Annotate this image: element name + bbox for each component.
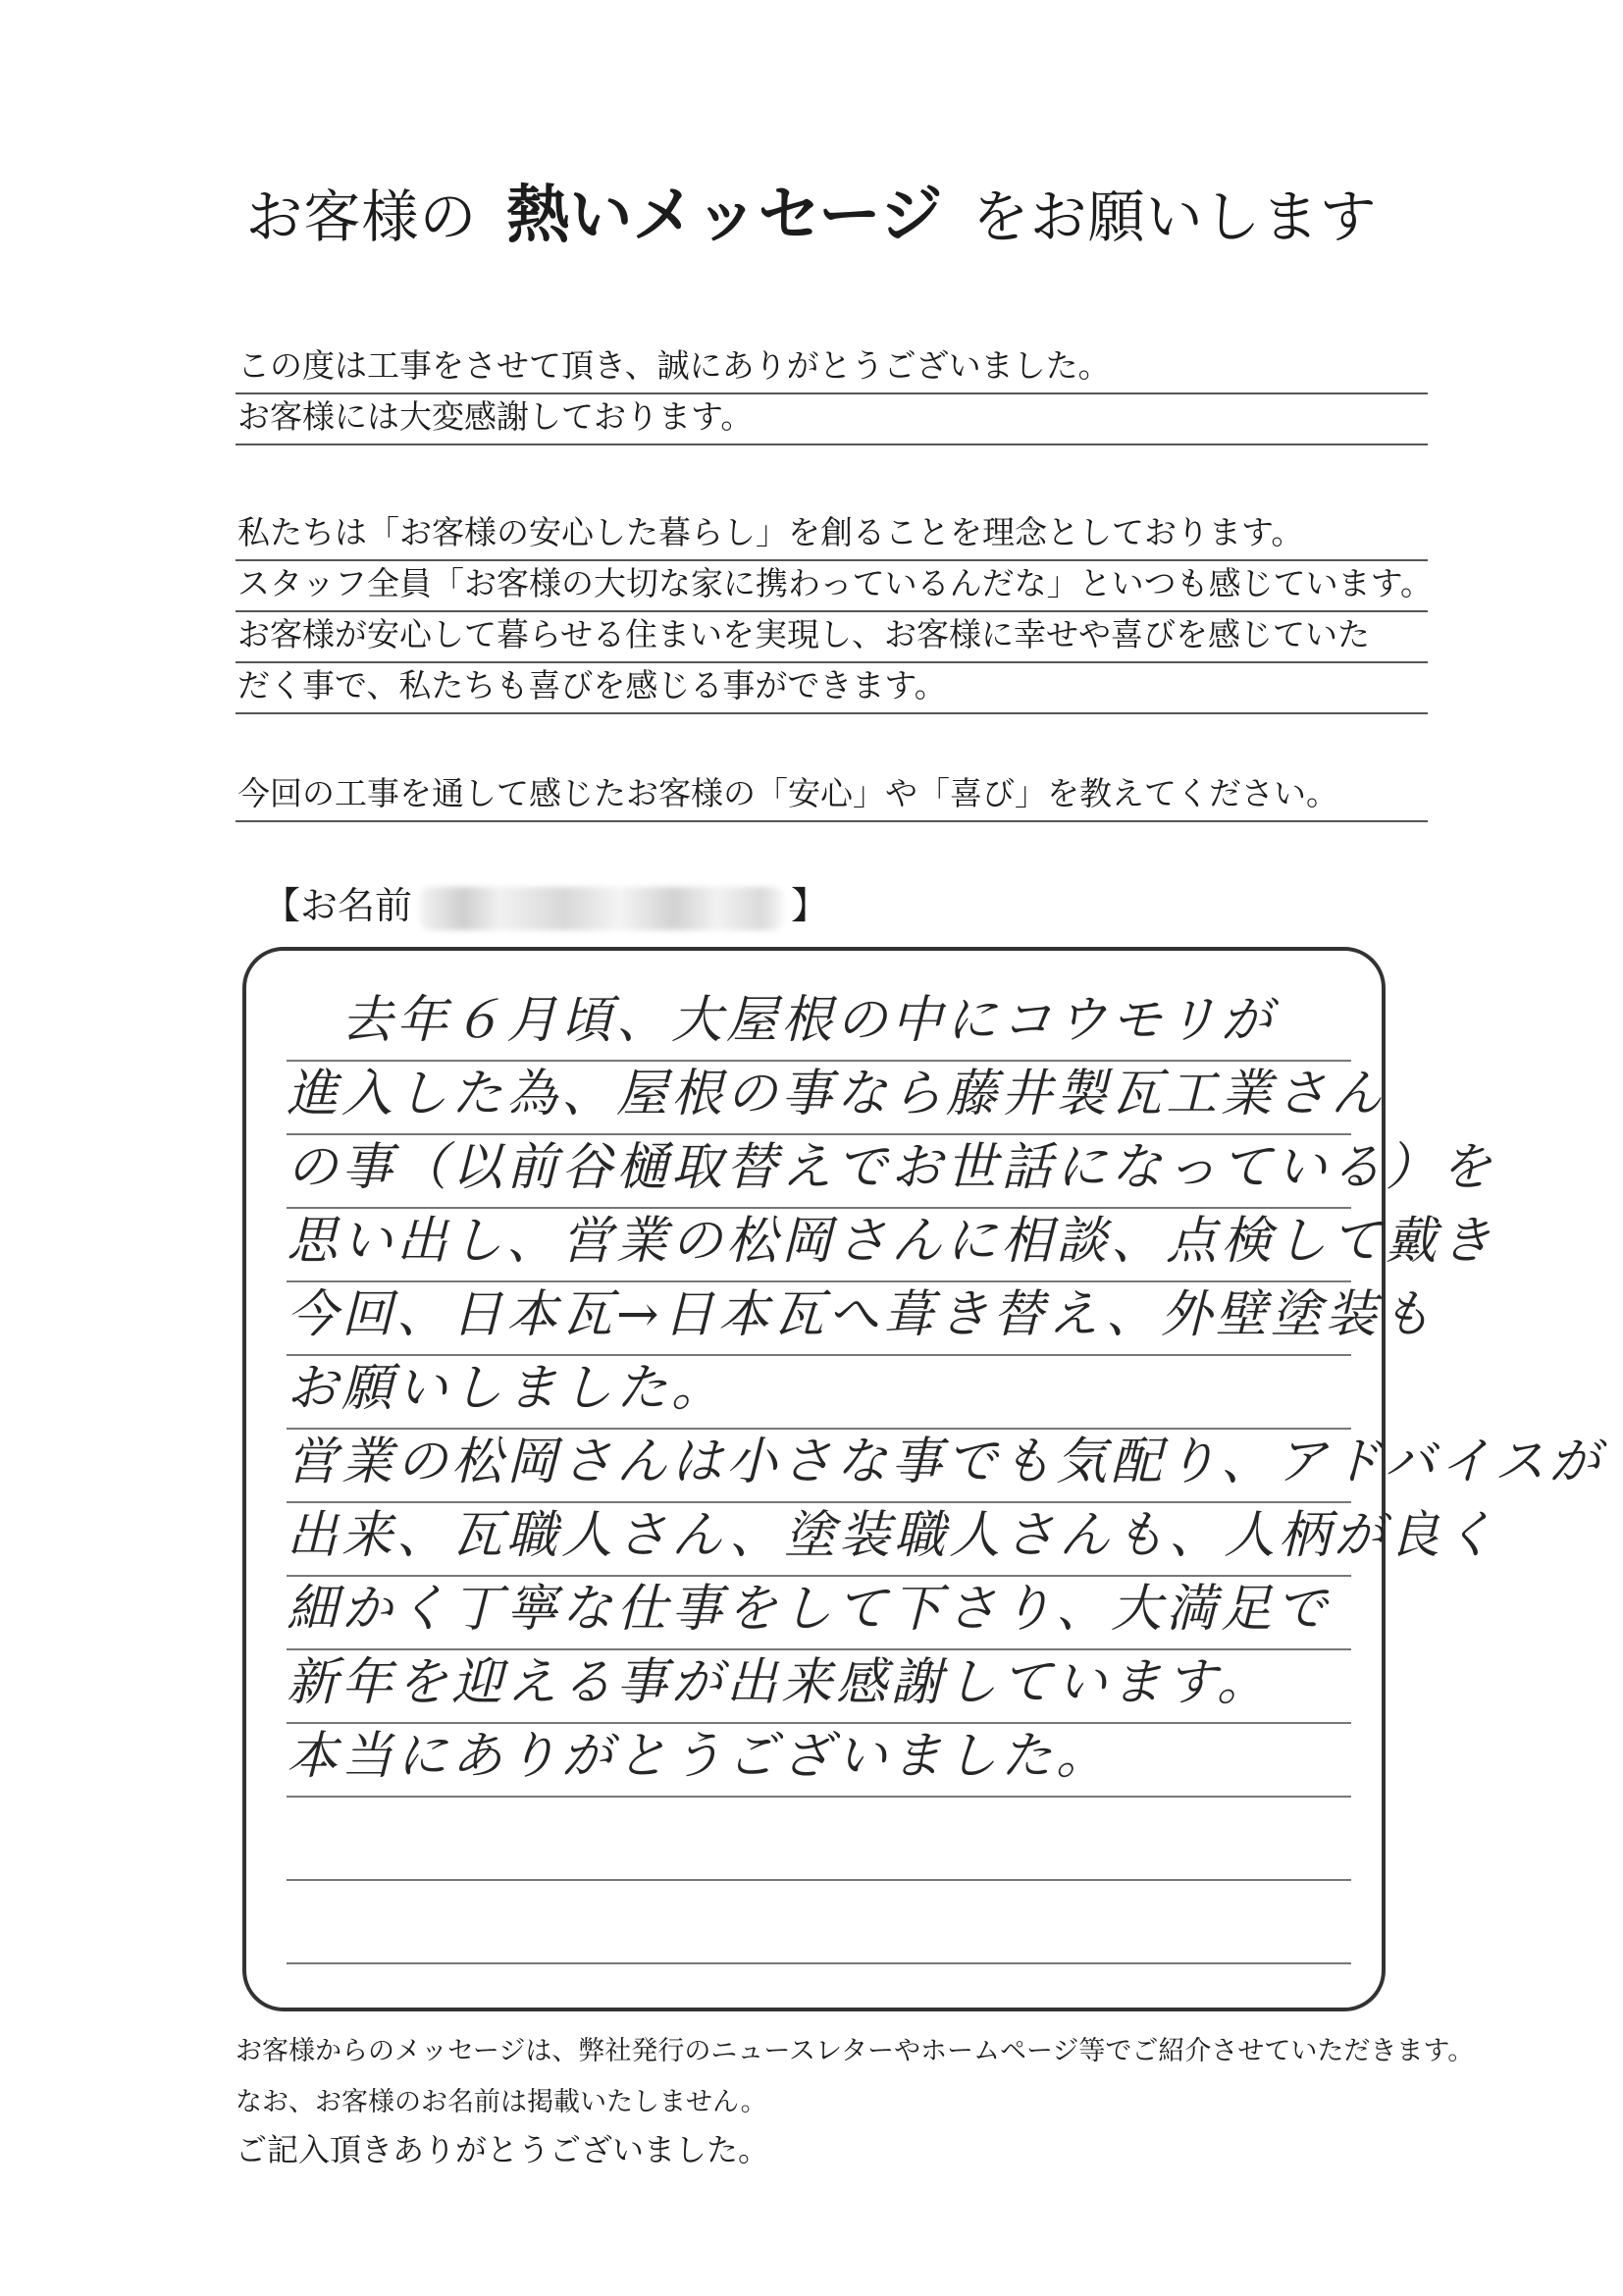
name-redacted bbox=[420, 887, 783, 930]
name-field bbox=[263, 875, 828, 930]
philosophy-line: スタッフ全員「お客様の大切な家に携わっているんだな」といつも感じています。 bbox=[236, 559, 1428, 612]
intro-line: お客様には大変感謝しております。 bbox=[236, 392, 1428, 445]
message-line bbox=[287, 1889, 1351, 1964]
name-close-bracket: 】 bbox=[791, 884, 829, 927]
message-line: お願いしました。 bbox=[287, 1354, 1351, 1430]
message-line: 去年６月頃、大屋根の中にコウモリが bbox=[287, 986, 1351, 1062]
footer-note: お客様からのメッセージは、弊社発行のニュースレターやホームページ等でご紹介させていただきます。 bbox=[236, 2036, 1475, 2066]
page-title bbox=[0, 165, 1623, 255]
message-line bbox=[287, 1805, 1351, 1881]
prompt-line: 今回の工事を通して感じたお客様の「安心」や「喜び」を教えてください。 bbox=[236, 769, 1428, 822]
message-line: 営業の松岡さんは小さな事でも気配り、アドバイスが bbox=[287, 1428, 1351, 1503]
title-emphasis: 熱いメッセージ bbox=[506, 180, 943, 252]
message-line: 本当にありがとうございました。 bbox=[287, 1722, 1351, 1798]
footer-thanks: ご記入頂きありがとうございました。 bbox=[236, 2131, 770, 2168]
message-line: 細かく丁寧な仕事をして下さり、大満足で bbox=[287, 1575, 1351, 1650]
philosophy-line: お客様が安心して暮らせる住まいを実現し、お客様に幸せや喜びを感じていた bbox=[236, 610, 1428, 663]
message-line: 進入した為、屋根の事なら藤井製瓦工業さん bbox=[287, 1060, 1351, 1135]
name-open-bracket: 【 bbox=[263, 884, 301, 927]
message-line: 新年を迎える事が出来感謝しています。 bbox=[287, 1648, 1351, 1724]
message-line: 今回、日本瓦→日本瓦へ葺き替え、外壁塗装も bbox=[287, 1280, 1351, 1356]
title-suffix: をお願いします bbox=[971, 183, 1378, 250]
title-prefix: お客様の bbox=[245, 183, 478, 250]
message-line: の事（以前谷樋取替えでお世話になっている）を bbox=[287, 1133, 1351, 1209]
footer-privacy: なお、お客様のお名前は掲載いたしません。 bbox=[236, 2087, 767, 2117]
message-line: 出来、瓦職人さん、塗装職人さんも、人柄が良く bbox=[287, 1501, 1351, 1577]
intro-line: この度は工事をさせて頂き、誠にありがとうございました。 bbox=[236, 341, 1428, 394]
message-line: 思い出し、営業の松岡さんに相談、点検して戴き bbox=[287, 1207, 1351, 1282]
philosophy-line: 私たちは「お客様の安心した暮らし」を創ることを理念としております。 bbox=[236, 508, 1428, 561]
name-label: お名前 bbox=[300, 884, 413, 927]
philosophy-line: だく事で、私たちも喜びを感じる事ができます。 bbox=[236, 661, 1428, 714]
